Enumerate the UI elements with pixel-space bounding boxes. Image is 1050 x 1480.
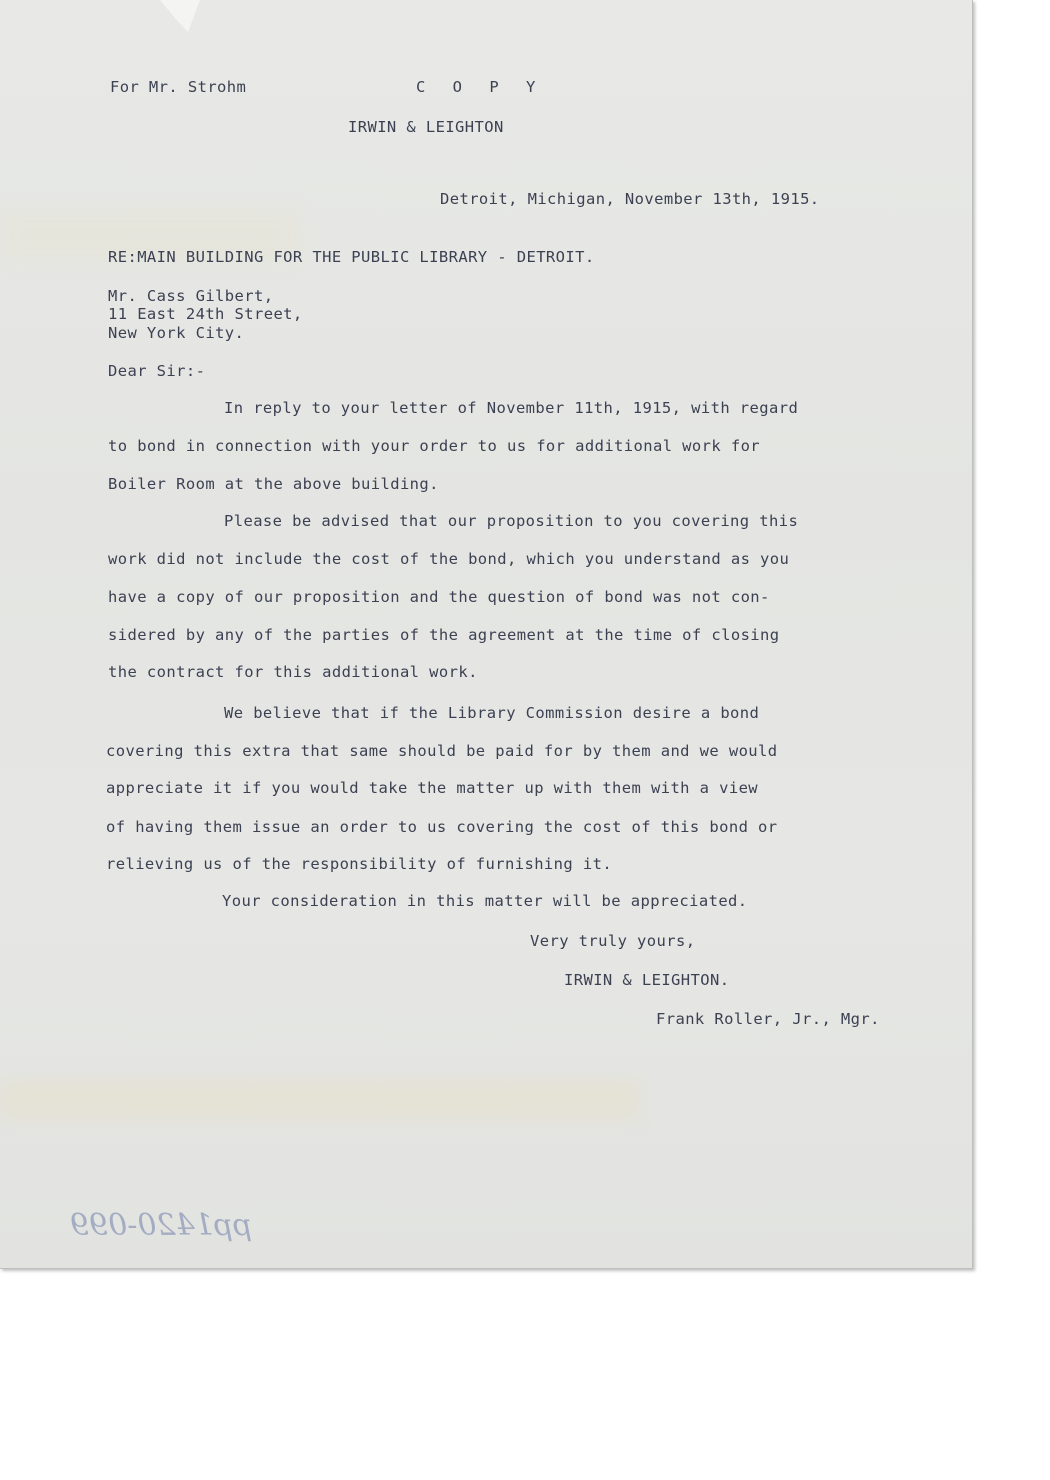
body-line: appreciate it if you would take the matter up with them with a view — [106, 779, 759, 797]
body-line: work did not include the cost of the bond, which you understand as you — [108, 550, 790, 568]
body-line: We believe that if the Library Commission desire a bond — [224, 704, 760, 722]
for-line: For Mr. Strohm — [110, 78, 247, 96]
signer-name: Frank Roller, Jr., Mgr. — [656, 1010, 880, 1028]
body-line: Boiler Room at the above building. — [108, 475, 439, 493]
body-line: have a copy of our proposition and the question of bond was not con- — [108, 588, 770, 606]
body-line: Your consideration in this matter will be appreciated. — [222, 892, 748, 910]
recipient-city: New York City. — [108, 324, 245, 342]
torn-corner — [160, 0, 200, 32]
subject-line: RE:MAIN BUILDING FOR THE PUBLIC LIBRARY - DETROIT. — [108, 248, 595, 266]
body-line: relieving us of the responsibility of furnishing it. — [106, 855, 613, 873]
body-line: covering this extra that same should be paid for by them and we would — [106, 742, 778, 760]
body-line: sidered by any of the parties of the agreement at the time of closing — [108, 626, 780, 644]
salutation: Dear Sir:- — [108, 362, 206, 380]
signature-firm: IRWIN & LEIGHTON. — [564, 971, 730, 989]
copy-mark: C O P Y — [416, 78, 545, 96]
complimentary-close: Very truly yours, — [530, 932, 696, 950]
body-line: Please be advised that our proposition to you covering this — [224, 512, 799, 530]
archive-number: pp1420-099 — [70, 1208, 253, 1243]
paper-stain — [0, 1080, 640, 1120]
letterhead-firm: IRWIN & LEIGHTON — [348, 118, 504, 136]
body-line: to bond in connection with your order to us for additional work for — [108, 437, 761, 455]
recipient-name: Mr. Cass Gilbert, — [108, 287, 274, 305]
body-line: the contract for this additional work. — [108, 663, 478, 681]
dateline: Detroit, Michigan, November 13th, 1915. — [440, 190, 820, 208]
recipient-street: 11 East 24th Street, — [108, 305, 303, 323]
body-line: In reply to your letter of November 11th, 1915, with regard — [224, 399, 799, 417]
body-line: of having them issue an order to us covering the cost of this bond or — [106, 818, 778, 836]
